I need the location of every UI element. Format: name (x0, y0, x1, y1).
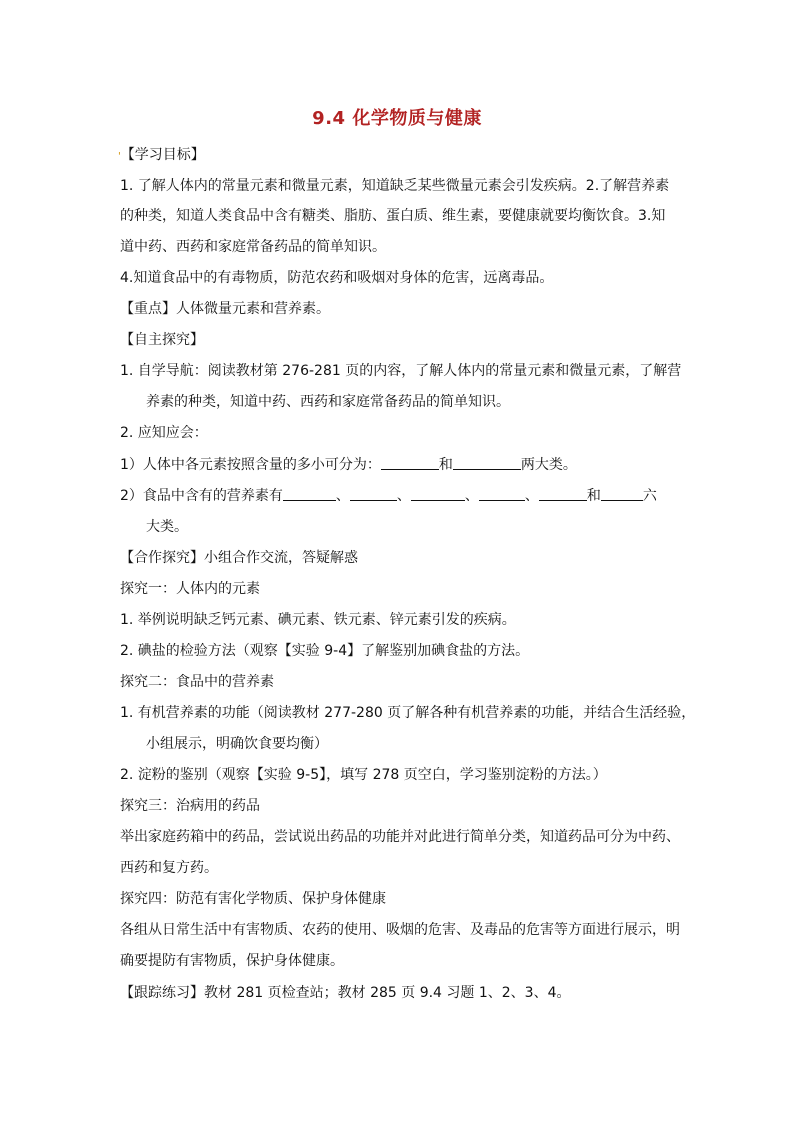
text-line: 举出家庭药箱中的药品，尝试说出药品的功能并对此进行简单分类，知道药品可分为中药、 (120, 829, 680, 845)
fill-in-line-2: 2）食品中含有的营养素有 、 、 、 、 和 六 (120, 488, 657, 504)
answer-blank[interactable] (479, 486, 525, 501)
section-heading-cooperative: 【合作探究】小组合作交流，答疑解惑 (120, 550, 358, 566)
text-line: 4.知道食品中的有毒物质，防范农药和吸烟对身体的危害，远离毒品。 (120, 270, 554, 286)
text-line: 道中药、西药和家庭常备药品的简单知识。 (120, 239, 386, 255)
text-line: 2. 淀粉的鉴别（观察【实验 9-5】，填写 278 页空白，学习鉴别淀粉的方法。） (120, 767, 607, 783)
answer-blank[interactable] (283, 486, 336, 501)
section-heading-focus: 【重点】人体微量元素和营养素。 (120, 301, 330, 317)
answer-blank[interactable] (350, 486, 397, 501)
answer-blank[interactable] (539, 486, 587, 501)
text-line: 1. 举例说明缺乏钙元素、碘元素、铁元素、锌元素引发的疾病。 (120, 612, 516, 628)
answer-blank[interactable] (411, 486, 465, 501)
text-line: 小组展示，明确饮食要均衡） (146, 736, 328, 752)
answer-blank[interactable] (601, 486, 643, 501)
section-heading-self-study: 【自主探究】 (120, 332, 204, 348)
page-title: 9.4 化学物质与健康 (312, 108, 482, 129)
subheading: 探究二：食品中的营养素 (120, 674, 274, 690)
mark-dot: ' (118, 151, 121, 162)
text-line: 1. 有机营养素的功能（阅读教材 277-280 页了解各种有机营养素的功能，并结合生活经验， (120, 705, 696, 721)
text-line: 1. 自学导航：阅读教材第 276-281 页的内容，了解人体内的常量元素和微量元素，了解营 (120, 363, 682, 379)
fill-in-line-1: 1）人体中各元素按照含量的多小可分为： 和 两大类。 (120, 457, 577, 473)
answer-blank[interactable] (453, 455, 521, 470)
text-line: 确要提防有害物质，保护身体健康。 (120, 953, 344, 969)
text-line: 西药和复方药。 (120, 860, 218, 876)
text-line: 养素的种类，知道中药、西药和家庭常备药品的简单知识。 (146, 394, 510, 410)
text-line: 大类。 (146, 519, 188, 535)
subheading: 探究四：防范有害化学物质、保护身体健康 (120, 891, 386, 907)
text-line: 的种类，知道人类食品中含有糖类、脂肪、蛋白质、维生素，要健康就要均衡饮食。3.知 (120, 208, 666, 224)
text-line: 2. 碘盐的检验方法（观察【实验 9-4】了解鉴别加碘食盐的方法。 (120, 643, 530, 659)
subheading: 探究一：人体内的元素 (120, 581, 260, 597)
text-line: 2. 应知应会： (120, 425, 208, 441)
section-heading-objectives: '【学习目标】 (118, 147, 205, 163)
text-line: 1. 了解人体内的常量元素和微量元素，知道缺乏某些微量元素会引发疾病。2.了解营养素 (120, 178, 670, 194)
section-heading-practice: 【跟踪练习】教材 281 页检查站；教材 285 页 9.4 习题 1、2、3、4。 (120, 985, 571, 1001)
answer-blank[interactable] (381, 455, 439, 470)
subheading: 探究三：治病用的药品 (120, 798, 260, 814)
text-line: 各组从日常生活中有害物质、农药的使用、吸烟的危害、及毒品的危害等方面进行展示，明 (120, 922, 680, 938)
